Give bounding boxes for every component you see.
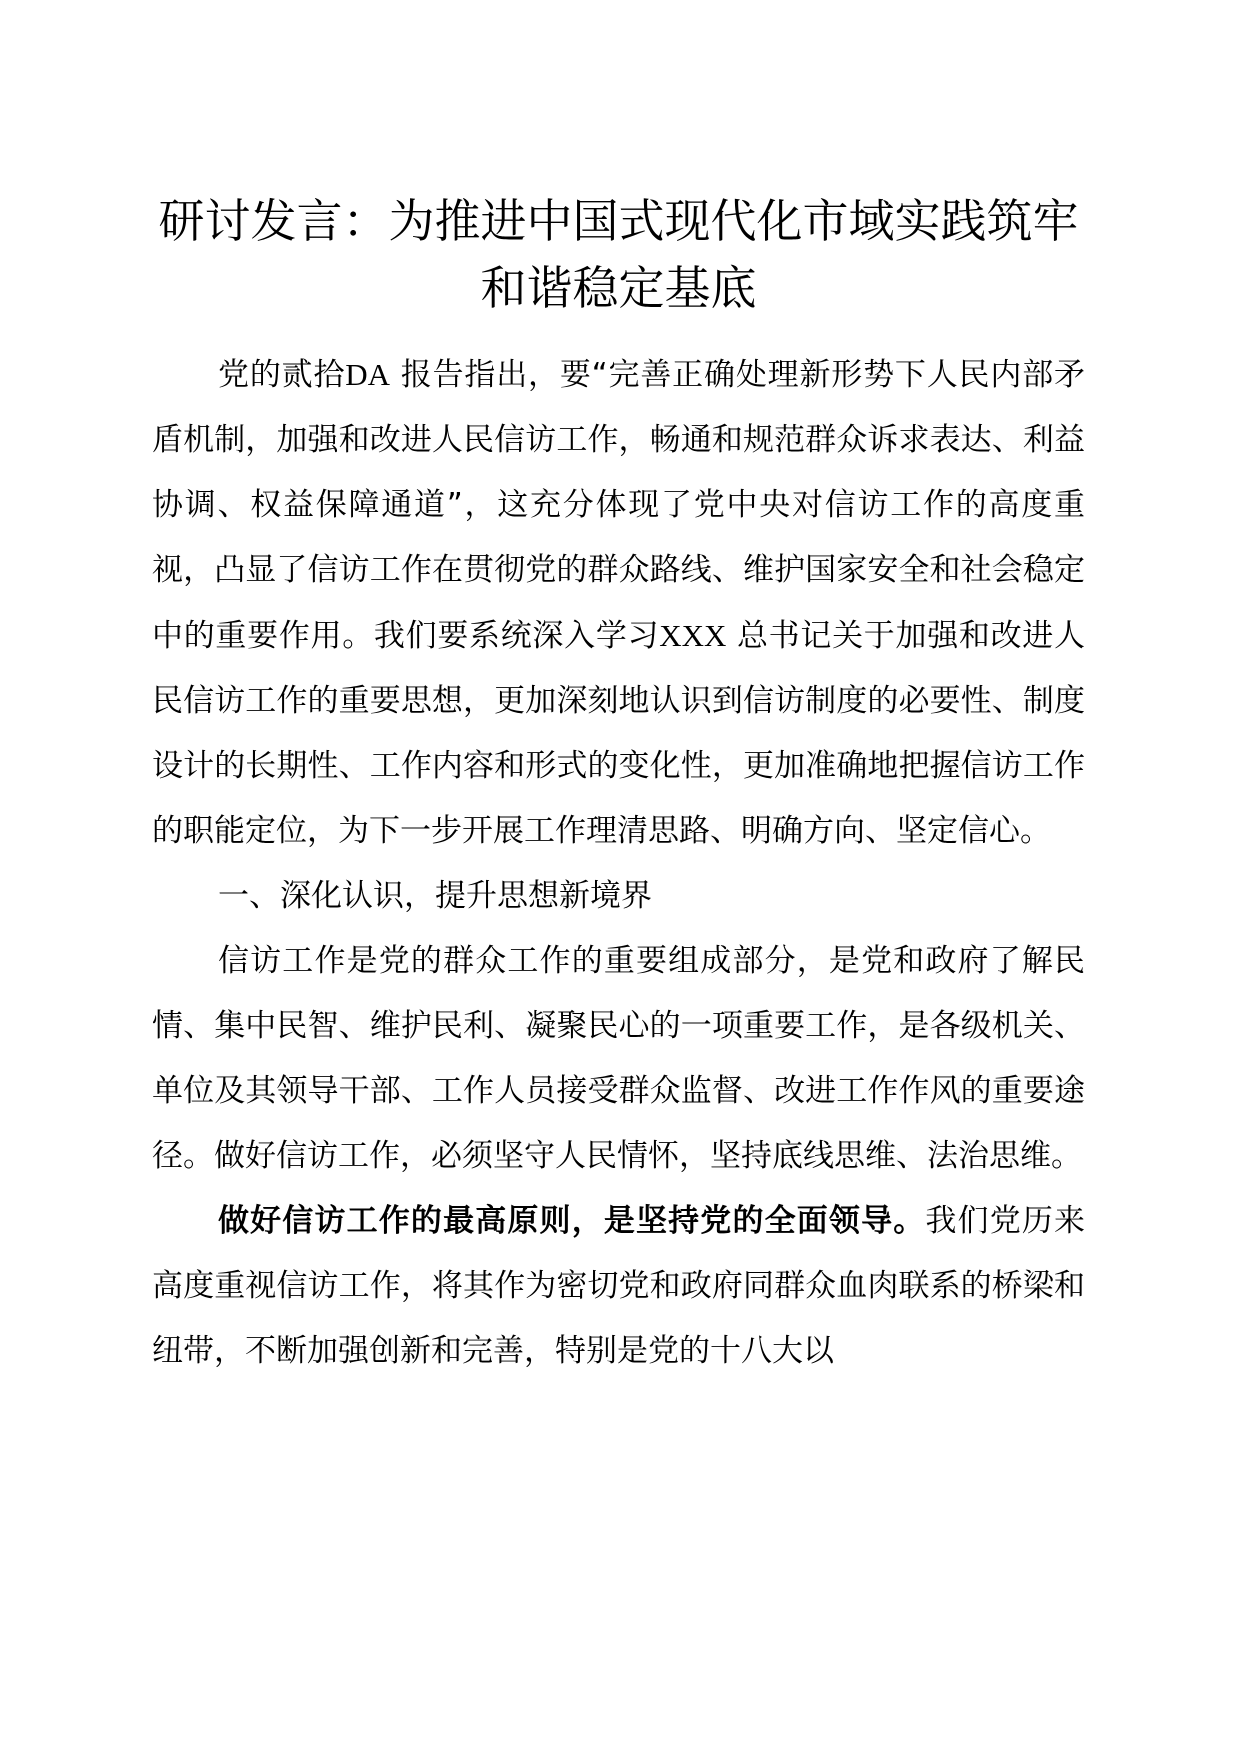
document-body	[152, 342, 1085, 1384]
paragraph-party-leadership	[152, 1189, 1085, 1384]
paragraph-petition-work: 信访工作是党的群众工作的重要组成部分，是党和政府了解民情、集中民智、维护民利、凝聚民心的一项重要工作，是各级机关、单位及其领导干部、工作人员接受群众监督、改进工作作风的重要途径。做好信访工作，必须坚守人民情怀，坚持底线思维、法治思维。	[152, 943, 1085, 1174]
section-heading-1: 一、深化认识，提升思想新境界	[218, 878, 652, 914]
paragraph-intro-text-1: 党的贰拾	[218, 357, 346, 393]
paragraph-party-leadership-text: 我们党历来高度重视信访工作，将其作为密切党和政府同群众血肉联系的桥梁和纽带，不断加强创新和完善，特别是党的十八大以	[152, 1203, 1086, 1369]
paragraph-intro-text-3: 总书记关于加强和改进人民信访工作的重要思想，更加深刻地认识到信访制度的必要性、制度设计的长期性、工作内容和形式的变化性，更加准确地把握信访工作的职能定位，为下一步开展工作理清思路、明确方向、坚定信心。	[152, 618, 1086, 849]
paragraph-intro-text-2: 报告指出，要“完善正确处理新形势下人民内部矛盾机制，加强和改进人民信访工作，畅通和规范群众诉求表达、利益协调、权益保障通道”，这充分体现了党中央对信访工作的高度重视，凸显了信访工作在贯彻党的群众路线、维护国家安全和社会稳定中的重要作用。我们要系统深入学习	[152, 357, 1086, 654]
document-page	[152, 0, 1085, 1754]
paragraph-party-leadership-bold: 做好信访工作的最高原则，是坚持党的全面领导。	[218, 1203, 926, 1239]
paragraph-intro	[152, 342, 1085, 864]
document-title: 研讨发言：为推进中国式现代化市域实践筑牢和谐稳定基底	[158, 194, 1079, 315]
paragraph-intro-latin-2: XXX	[659, 618, 727, 653]
paragraph-intro-latin-1: DA	[345, 357, 391, 392]
